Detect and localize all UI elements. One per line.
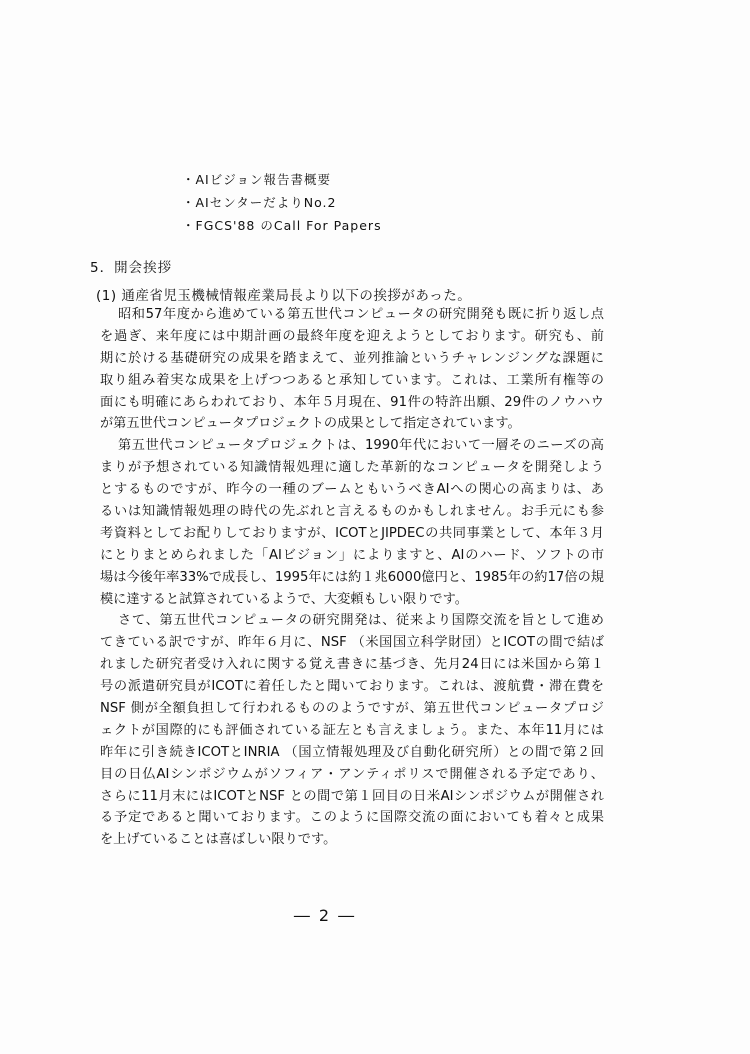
list-item: ・AIビジョン報告書概要: [182, 172, 331, 187]
attachment-list: [182, 168, 382, 237]
text-line: が第五世代コンピュータプロジェクトの成果として指定されています。: [100, 416, 521, 432]
text-line: とするものですが、昨今の一種のブームともいうべきAIへの関心の高まりは、あ: [100, 482, 604, 498]
text-line: てきている訳ですが、昨年６月に、NSF （米国国立科学財団）とICOTの間で結ば: [100, 635, 604, 651]
text-line: NSF 側が全額負担して行われるもののようですが、第五世代コンピュータプロジ: [100, 701, 604, 717]
page-number: ― 2 ―: [293, 906, 357, 925]
text-line: さて、第五世代コンピュータの研究開発は、従来より国際交流を旨として進め: [118, 613, 604, 629]
text-line: 昭和57年度から進めている第五世代コンピュータの研究開発も既に折り返し点: [118, 307, 604, 322]
text-line: 第五世代コンピュータプロジェクトは、1990年代において一層そのニーズの高: [118, 438, 604, 454]
text-line: 取り組み着実な成果を上げつつあると承知しています。これは、工業所有権等の: [100, 372, 604, 388]
text-line: る予定であると聞いております。このように国際交流の面においても着々と成果: [100, 810, 604, 826]
text-line: 考資料としてお配りしておりますが、ICOTとJIPDECの共同事業として、本年３月: [100, 525, 604, 541]
text-line: を上げていることは喜ばしい限りです。: [100, 832, 337, 848]
text-line: れました研究者受け入れに関する覚え書きに基づき、先月24日には米国から第１: [100, 657, 604, 673]
text-line: さらに11月末にはICOTとNSF との間で第１回目の日米AIシンポジウムが開催され: [100, 788, 604, 804]
text-line: を過ぎ、来年度には中期計画の最終年度を迎えようとしております。研究も、前: [100, 328, 604, 344]
text-line: 模に達すると試算されているようで、大変頼もしい限りです。: [100, 591, 468, 607]
text-line: 面にも明確にあらわれており、本年５月現在、91件の特許出願、29件のノウハウ: [100, 394, 604, 410]
text-line: まりが予想されている知識情報処理に適した革新的なコンピュータを開発しよう: [100, 460, 604, 476]
list-item: ・FGCS'88 のCall For Papers: [182, 218, 382, 233]
text-line: 場は今後年率33%で成長し、1995年には約１兆6000億円と、1985年の約17倍の規: [100, 569, 604, 585]
text-line: ェクトが国際的にも評価されている証左とも言えましょう。また、本年11月には: [100, 722, 604, 738]
text-line: るいは知識情報処理の時代の先ぶれと言えるものかもしれません。お手元にも参: [100, 504, 604, 520]
list-item: ・AIセンターだよりNo.2: [182, 195, 337, 210]
section-heading: 5．開会挨拶: [90, 260, 173, 276]
text-line: 昨年に引き続きICOTとINRIA （国立情報処理及び自動化研究所）との間で第２回: [100, 744, 604, 760]
text-line: にとりまとめられました「AIビジョン」によりますと、AIのハード、ソフトの市: [100, 547, 604, 563]
text-line: 期に於ける基礎研究の成果を踏まえて、並列推論というチャレンジングな課題に: [100, 350, 604, 366]
text-line: 号の派遣研究員がICOTに着任したと聞いております。これは、渡航費・滞在費を: [100, 679, 604, 695]
text-line: 目の日仏AIシンポジウムがソフィア・アンティポリスで開催される予定であり、: [100, 766, 604, 782]
sub-heading: (1) 通産省児玉機械情報産業局長より以下の挨拶があった。: [96, 288, 472, 304]
speech-body: [100, 304, 604, 851]
